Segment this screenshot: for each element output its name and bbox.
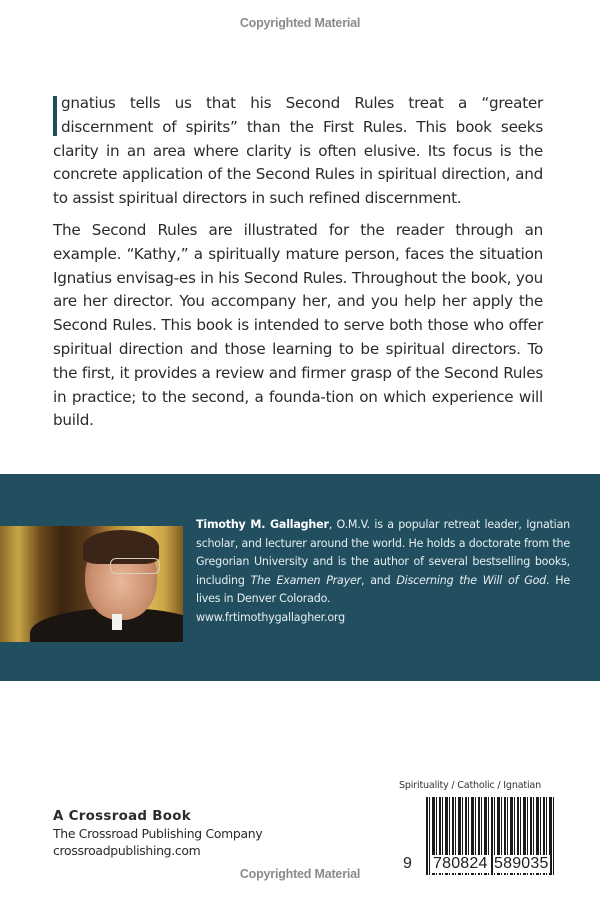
copyright-watermark-bottom: Copyrighted Material [239, 867, 361, 881]
bio-text-1: , O.M.V. is a popular retreat leader, Ignatian scholar, and lecturer around the world. He holds a doctorate from the Gregorian University and is the author of several bestselling books, including [196, 518, 570, 587]
copyright-watermark-top: Copyrighted Material [239, 16, 361, 30]
book-title-2: Discerning the Will of God [396, 573, 547, 587]
publisher-imprint: A Crossroad Book [53, 809, 191, 824]
back-cover-blurb [53, 92, 543, 441]
publisher-company: The Crossroad Publishing Company [53, 826, 263, 841]
photo-collar-shape [112, 614, 122, 630]
isbn-barcode-area [398, 780, 558, 879]
dropcap-bar [53, 96, 57, 136]
author-bio [196, 516, 570, 628]
blurb-paragraph-1 [53, 92, 543, 211]
bio-text-2: , and [361, 573, 397, 587]
bisac-category: Spirituality / Catholic / Ignatian [399, 780, 541, 791]
blurb-text-1: gnatius tells us that his Second Rules treat a “greater discernment of spirits” than the First Rules. This book seeks clarity in an area where clarity is often elusive. Its focus is the concrete application of the Second Rules in spiritual direction, and to assist spiritual directors in such refined discernment. [53, 94, 543, 208]
photo-glasses-shape [110, 558, 160, 574]
isbn-lead-digit: 9 [403, 855, 413, 872]
blurb-paragraph-2: The Second Rules are illustrated for the reader through an example. “Kathy,” a spiritually mature person, faces the situation Ignatius envisag-es in his Second Rules. Throughout the book, you are her director. You accompany her, and you help her apply the Second Rules. This book is intended to serve both those who offer spiritual direction and those learning to be spiritual directors. To the first, it provides a review and firmer grasp of the Second Rules in practice; to the second, a founda-tion on which experience will build. [53, 220, 543, 430]
author-website-link[interactable]: www.frtimothygallagher.org [196, 610, 345, 624]
author-photo [0, 526, 183, 642]
author-section [0, 474, 600, 681]
isbn-group-1: 780824 [433, 855, 488, 872]
isbn-group-2: 589035 [494, 855, 549, 872]
publisher-website-link[interactable]: crossroadpublishing.com [53, 842, 201, 858]
publisher-block [53, 808, 262, 859]
author-name: Timothy M. Gallagher [196, 518, 329, 531]
bio-text-3: . He lives in Denver Colorado. [196, 573, 570, 606]
book-title-1: The Examen Prayer [250, 573, 361, 587]
